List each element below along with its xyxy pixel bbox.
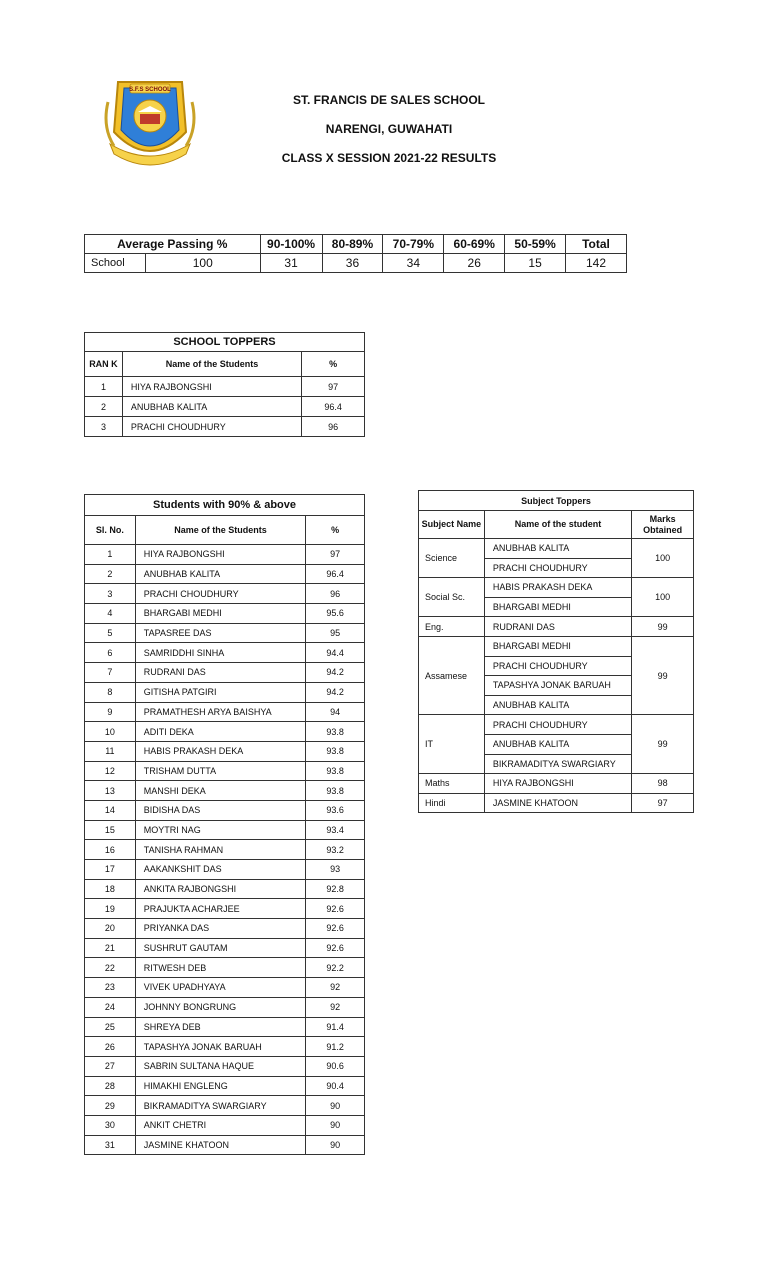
percent-cell: 92.6 [306, 899, 365, 919]
student-name-cell: ANKITA RAJBONGSHI [135, 879, 305, 899]
student-name-cell: BIKRAMADITYA SWARGIARY [484, 754, 631, 774]
student-name-cell: VIVEK UPADHYAYA [135, 978, 305, 998]
table-row [85, 978, 365, 998]
student-name-cell: TAPASHYA JONAK BARUAH [135, 1037, 305, 1057]
serial-cell: 19 [85, 899, 136, 919]
percent-cell: 97 [302, 377, 365, 397]
summary-value-cell: 31 [260, 254, 322, 273]
table-row [85, 643, 365, 663]
percent-cell: 91.2 [306, 1037, 365, 1057]
student-name-cell: SABRIN SULTANA HAQUE [135, 1056, 305, 1076]
serial-cell: 1 [85, 545, 136, 565]
student-name-cell: BHARGABI MEDHI [484, 597, 631, 617]
student-name-cell: GITISHA PATGIRI [135, 682, 305, 702]
student-name-cell: BIDISHA DAS [135, 800, 305, 820]
table-row [85, 958, 365, 978]
table-row [85, 1017, 365, 1037]
percent-cell: 92 [306, 978, 365, 998]
student-name-cell: TRISHAM DUTTA [135, 761, 305, 781]
student-name-cell: ANUBHAB KALITA [484, 695, 631, 715]
table-row [85, 860, 365, 880]
table-row [85, 899, 365, 919]
subject-name-cell: Eng. [419, 617, 485, 637]
table-row [85, 1076, 365, 1096]
summary-row-label: School [85, 254, 146, 273]
summary-header-cell: 90-100% [260, 235, 322, 254]
summary-value-cell: 142 [566, 254, 627, 273]
marks-cell: 98 [632, 774, 694, 794]
student-name-cell: PRACHI CHOUDHURY [484, 558, 631, 578]
percent-cell: 96.4 [302, 397, 365, 417]
student-name-cell: ANUBHAB KALITA [135, 564, 305, 584]
table-row [85, 840, 365, 860]
table-row [85, 1037, 365, 1057]
rank-cell: 2 [85, 397, 123, 417]
student-name-cell: SAMRIDDHI SINHA [135, 643, 305, 663]
student-name-cell: MOYTRI NAG [135, 820, 305, 840]
table-row [419, 539, 694, 559]
summary-avg-cell: 100 [145, 254, 260, 273]
percent-cell: 92.6 [306, 938, 365, 958]
student-name-cell: PRACHI CHOUDHURY [484, 715, 631, 735]
table-row [419, 578, 694, 598]
student-name-cell: ANKIT CHETRI [135, 1115, 305, 1135]
summary-value-cell: 36 [322, 254, 383, 273]
above90-col-percent: % [306, 516, 365, 545]
percent-cell: 94.2 [306, 663, 365, 683]
student-name-cell: HIMAKHI ENGLENG [135, 1076, 305, 1096]
student-name-cell: PRAMATHESH ARYA BAISHYA [135, 702, 305, 722]
table-row [419, 636, 694, 656]
subject-col-subject: Subject Name [419, 511, 485, 539]
serial-cell: 2 [85, 564, 136, 584]
serial-cell: 30 [85, 1115, 136, 1135]
table-row [85, 545, 365, 565]
table-row [85, 820, 365, 840]
school-name: ST. FRANCIS DE SALES SCHOOL [292, 93, 486, 107]
table-row [85, 1135, 365, 1155]
summary-header-cell: 80-89% [322, 235, 383, 254]
rank-cell: 1 [85, 377, 123, 397]
serial-cell: 15 [85, 820, 136, 840]
percent-cell: 90 [306, 1135, 365, 1155]
serial-cell: 17 [85, 860, 136, 880]
above90-col-name: Name of the Students [135, 516, 305, 545]
percent-cell: 96 [302, 417, 365, 437]
student-name-cell: AAKANKSHIT DAS [135, 860, 305, 880]
table-row [85, 377, 365, 397]
toppers-col-name: Name of the Students [122, 352, 301, 377]
table-row [85, 919, 365, 939]
student-name-cell: PRACHI CHOUDHURY [135, 584, 305, 604]
summary-data-row [85, 254, 627, 273]
percent-cell: 92 [306, 997, 365, 1017]
percent-cell: 93.8 [306, 781, 365, 801]
student-name-cell: TAPASHYA JONAK BARUAH [484, 676, 631, 696]
table-row [85, 564, 365, 584]
serial-cell: 16 [85, 840, 136, 860]
above90-caption: Students with 90% & above [85, 495, 365, 516]
summary-header-row [85, 235, 627, 254]
subject-name-cell: Science [419, 539, 485, 578]
serial-cell: 28 [85, 1076, 136, 1096]
student-name-cell: HIYA RAJBONGSHI [122, 377, 301, 397]
subject-toppers-table [418, 490, 694, 813]
percent-cell: 90.4 [306, 1076, 365, 1096]
student-name-cell: TAPASREE DAS [135, 623, 305, 643]
student-name-cell: HABIS PRAKASH DEKA [135, 741, 305, 761]
table-row [85, 781, 365, 801]
student-name-cell: TANISHA RAHMAN [135, 840, 305, 860]
percent-cell: 94.4 [306, 643, 365, 663]
marks-cell: 99 [632, 636, 694, 714]
table-row [419, 715, 694, 735]
table-row [85, 604, 365, 624]
serial-cell: 18 [85, 879, 136, 899]
table-row [85, 800, 365, 820]
toppers-col-rank: RAN K [85, 352, 123, 377]
subject-col-marks: Marks Obtained [632, 511, 694, 539]
serial-cell: 20 [85, 919, 136, 939]
marks-cell: 100 [632, 539, 694, 578]
student-name-cell: JASMINE KHATOON [484, 793, 631, 813]
table-row [85, 397, 365, 417]
percent-cell: 97 [306, 545, 365, 565]
percent-cell: 92.8 [306, 879, 365, 899]
serial-cell: 9 [85, 702, 136, 722]
student-name-cell: BHARGABI MEDHI [135, 604, 305, 624]
percent-cell: 93.2 [306, 840, 365, 860]
student-name-cell: RUDRANI DAS [484, 617, 631, 637]
serial-cell: 11 [85, 741, 136, 761]
student-name-cell: ANUBHAB KALITA [484, 734, 631, 754]
table-row [85, 702, 365, 722]
above-90-table [84, 494, 365, 1155]
session-title: CLASS X SESSION 2021-22 RESULTS [281, 151, 497, 165]
student-name-cell: PRACHI CHOUDHURY [484, 656, 631, 676]
serial-cell: 27 [85, 1056, 136, 1076]
table-row [419, 774, 694, 794]
marks-cell: 99 [632, 617, 694, 637]
percent-cell: 91.4 [306, 1017, 365, 1037]
percent-cell: 93.4 [306, 820, 365, 840]
school-location: NARENGI, GUWAHATI [325, 122, 453, 136]
percent-cell: 96.4 [306, 564, 365, 584]
table-row [85, 879, 365, 899]
summary-header-cell: 60-69% [444, 235, 505, 254]
table-row [85, 997, 365, 1017]
percent-cell: 90 [306, 1096, 365, 1116]
serial-cell: 12 [85, 761, 136, 781]
subject-toppers-caption: Subject Toppers [419, 491, 694, 511]
subject-name-cell: Social Sc. [419, 578, 485, 617]
percent-cell: 93.8 [306, 741, 365, 761]
subject-col-student: Name of the student [484, 511, 631, 539]
percent-cell: 94.2 [306, 682, 365, 702]
marks-cell: 97 [632, 793, 694, 813]
table-row [85, 1096, 365, 1116]
toppers-col-percent: % [302, 352, 365, 377]
percent-cell: 95.6 [306, 604, 365, 624]
student-name-cell: PRACHI CHOUDHURY [122, 417, 301, 437]
serial-cell: 8 [85, 682, 136, 702]
percent-cell: 90.6 [306, 1056, 365, 1076]
student-name-cell: JOHNNY BONGRUNG [135, 997, 305, 1017]
percent-cell: 93.8 [306, 761, 365, 781]
table-row [85, 722, 365, 742]
school-toppers-table [84, 332, 365, 437]
percent-cell: 92.2 [306, 958, 365, 978]
subject-name-cell: Assamese [419, 636, 485, 714]
serial-cell: 24 [85, 997, 136, 1017]
summary-header-cell: Total [566, 235, 627, 254]
table-row [419, 617, 694, 637]
serial-cell: 31 [85, 1135, 136, 1155]
student-name-cell: HIYA RAJBONGSHI [135, 545, 305, 565]
table-row [85, 663, 365, 683]
summary-value-cell: 34 [383, 254, 444, 273]
above90-col-slno: Sl. No. [85, 516, 136, 545]
percent-cell: 96 [306, 584, 365, 604]
serial-cell: 23 [85, 978, 136, 998]
percent-cell: 95 [306, 623, 365, 643]
student-name-cell: SHREYA DEB [135, 1017, 305, 1037]
student-name-cell: HABIS PRAKASH DEKA [484, 578, 631, 598]
table-row [85, 584, 365, 604]
student-name-cell: RITWESH DEB [135, 958, 305, 978]
summary-value-cell: 15 [505, 254, 566, 273]
results-summary-table [84, 234, 627, 273]
marks-cell: 99 [632, 715, 694, 774]
school-logo [100, 72, 200, 172]
student-name-cell: HIYA RAJBONGSHI [484, 774, 631, 794]
logo-text: S.F.S SCHOOL [129, 87, 171, 93]
serial-cell: 29 [85, 1096, 136, 1116]
serial-cell: 4 [85, 604, 136, 624]
serial-cell: 3 [85, 584, 136, 604]
percent-cell: 93.6 [306, 800, 365, 820]
subject-name-cell: Maths [419, 774, 485, 794]
student-name-cell: SUSHRUT GAUTAM [135, 938, 305, 958]
percent-cell: 93.8 [306, 722, 365, 742]
student-name-cell: ANUBHAB KALITA [484, 539, 631, 559]
summary-header-cell: 70-79% [383, 235, 444, 254]
student-name-cell: ADITI DEKA [135, 722, 305, 742]
table-row [85, 761, 365, 781]
table-row [85, 623, 365, 643]
percent-cell: 94 [306, 702, 365, 722]
percent-cell: 92.6 [306, 919, 365, 939]
serial-cell: 25 [85, 1017, 136, 1037]
serial-cell: 26 [85, 1037, 136, 1057]
serial-cell: 6 [85, 643, 136, 663]
student-name-cell: RUDRANI DAS [135, 663, 305, 683]
serial-cell: 21 [85, 938, 136, 958]
table-row [85, 741, 365, 761]
percent-cell: 93 [306, 860, 365, 880]
toppers-caption: SCHOOL TOPPERS [85, 333, 365, 352]
table-row [85, 1115, 365, 1135]
serial-cell: 5 [85, 623, 136, 643]
student-name-cell: PRAJUKTA ACHARJEE [135, 899, 305, 919]
table-row [85, 417, 365, 437]
serial-cell: 10 [85, 722, 136, 742]
subject-name-cell: IT [419, 715, 485, 774]
table-row [85, 682, 365, 702]
table-row [85, 1056, 365, 1076]
serial-cell: 7 [85, 663, 136, 683]
student-name-cell: JASMINE KHATOON [135, 1135, 305, 1155]
table-row [85, 938, 365, 958]
serial-cell: 14 [85, 800, 136, 820]
summary-header-cell: Average Passing % [85, 235, 261, 254]
student-name-cell: PRIYANKA DAS [135, 919, 305, 939]
summary-header-cell: 50-59% [505, 235, 566, 254]
serial-cell: 22 [85, 958, 136, 978]
student-name-cell: BHARGABI MEDHI [484, 636, 631, 656]
marks-cell: 100 [632, 578, 694, 617]
student-name-cell: BIKRAMADITYA SWARGIARY [135, 1096, 305, 1116]
summary-value-cell: 26 [444, 254, 505, 273]
serial-cell: 13 [85, 781, 136, 801]
table-row [419, 793, 694, 813]
percent-cell: 90 [306, 1115, 365, 1135]
rank-cell: 3 [85, 417, 123, 437]
student-name-cell: MANSHI DEKA [135, 781, 305, 801]
student-name-cell: ANUBHAB KALITA [122, 397, 301, 417]
subject-name-cell: Hindi [419, 793, 485, 813]
